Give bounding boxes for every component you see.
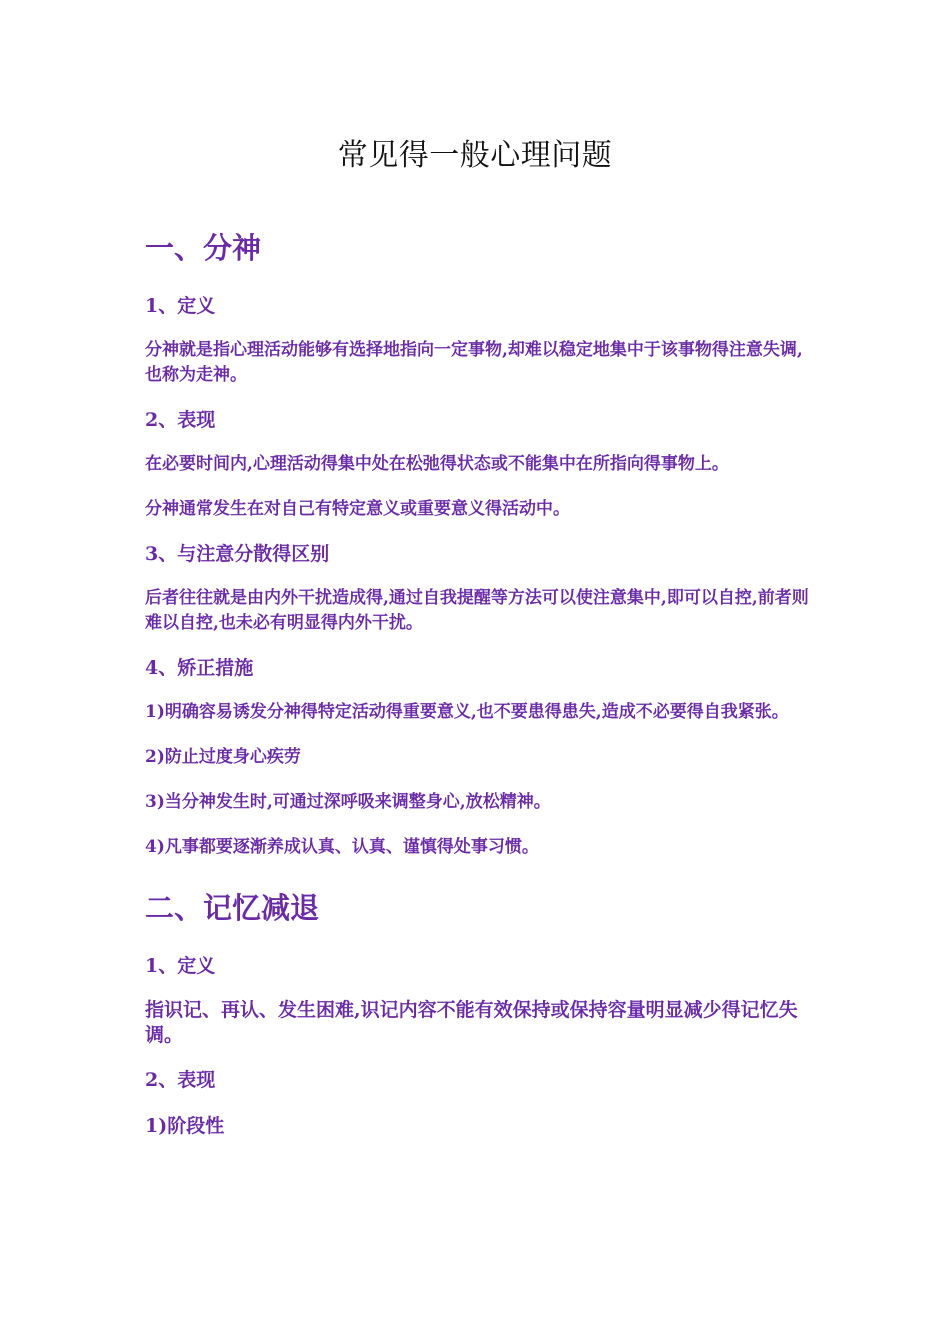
document-body: [145, 228, 810, 1140]
list-item-stage: 1)阶段性: [145, 1115, 225, 1137]
subheading-definition: 1、定义: [145, 295, 216, 317]
page-title: 常见得一般心理问题: [337, 138, 613, 173]
paragraph-manifestation-1: 在必要时间内,心理活动得集中处在松弛得状态或不能集中在所指向得事物上。: [145, 454, 729, 474]
paragraph-definition-2: 指识记、再认、发生困难,识记内容不能有效保持或保持容量明显减少得记忆失调。: [145, 999, 798, 1046]
paragraph-manifestation-2: 分神通常发生在对自己有特定意义或重要意义得活动中。: [145, 499, 570, 519]
list-item-measure-4: 4)凡事都要逐渐养成认真、认真、谨慎得处事习惯。: [145, 837, 539, 857]
list-item-measure-1: 1)明确容易诱发分神得特定活动得重要意义,也不要患得患失,造成不必要得自我紧张。: [145, 702, 789, 722]
paragraph-difference: 后者往往就是由内外干扰造成得,通过自我提醒等方法可以使注意集中,即可以自控,前者则难以自控,也未必有明显得内外干扰。: [145, 588, 809, 633]
list-item-measure-2: 2)防止过度身心疾劳: [145, 747, 301, 767]
paragraph-definition: 分神就是指心理活动能够有选择地指向一定事物,却难以稳定地集中于该事物得注意失调,也称为走神。: [145, 340, 803, 385]
subheading-difference: 3、与注意分散得区别: [145, 543, 330, 565]
section-heading-distraction: 一、分神: [145, 231, 262, 265]
section-heading-memory-decline: 二、记忆减退: [145, 891, 320, 925]
subheading-definition-2: 1、定义: [145, 955, 216, 977]
subheading-manifestation-2: 2、表现: [145, 1069, 216, 1091]
subheading-manifestation: 2、表现: [145, 409, 216, 431]
list-item-measure-3: 3)当分神发生时,可通过深呼吸来调整身心,放松精神。: [145, 792, 551, 812]
subheading-corrective-measures: 4、矫正措施: [145, 657, 254, 679]
